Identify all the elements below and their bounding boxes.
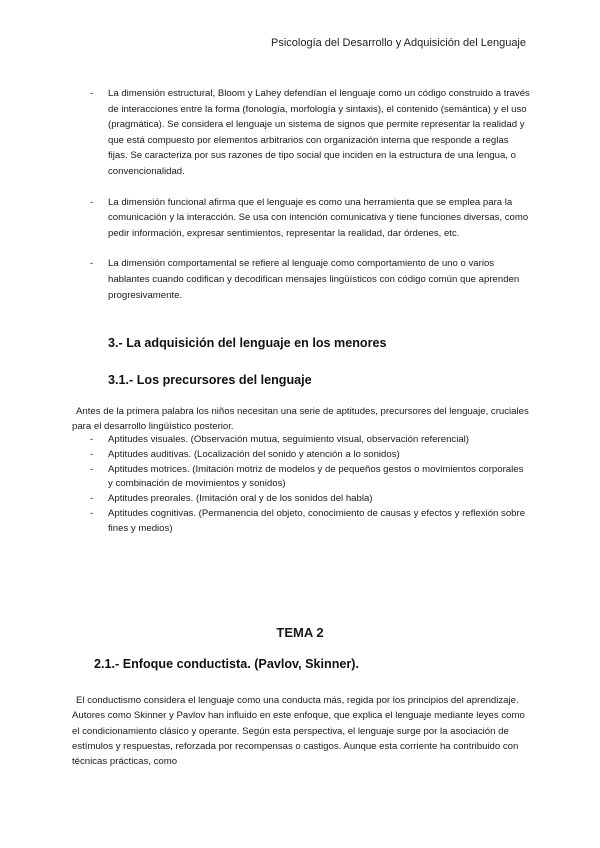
list-item	[90, 86, 530, 180]
aptitude-auditory: Aptitudes auditivas. (Localización del sonido y atención a lo sonidos)	[108, 448, 400, 460]
aptitude-cognitive: Aptitudes cognitivas. (Permanencia del objeto, conocimiento de causas y efectos y reflexión sobre fines y medios)	[108, 507, 526, 534]
dash-bullet: -	[90, 463, 94, 475]
list-item	[90, 507, 530, 537]
dash-bullet: -	[90, 88, 94, 99]
list-item	[90, 463, 530, 493]
dimensions-list	[90, 86, 530, 303]
dash-bullet: -	[90, 258, 94, 270]
list-item	[90, 256, 530, 303]
precursors-intro: Antes de la primera palabra los niños necesitan una serie de aptitudes, precursores del lenguaje, cruciales para el desarrollo lingüístico posterior.	[72, 406, 529, 433]
dash-bullet: -	[90, 434, 94, 445]
dash-bullet: -	[90, 493, 94, 505]
dimension-behavioral-text: La dimensión comportamental se refiere al lenguaje como comportamiento de uno o varios hablantes cuando codifican y decodifican mensajes lingüísticos con código común que aprenden progresivamente.	[108, 258, 520, 301]
section-2-1-heading: 2.1.- Enfoque conductista. (Pavlov, Skinner).	[94, 657, 359, 671]
aptitude-motor: Aptitudes motrices. (Imitación motriz de modelos y de pequeños gestos o movimientos corporales y combinación de movimientos y sonidos)	[108, 463, 524, 490]
aptitude-preoral: Aptitudes preorales. (Imitación oral y de los sonidos del habla)	[108, 493, 373, 505]
dash-bullet: -	[90, 448, 94, 460]
dimension-structural-text: La dimensión estructural, Bloom y Lahey defendían el lenguaje como un código construido a través de interacciones entre la forma (fonología, morfología y sintaxis), el contenido (semántica) y el uso (pragmática). Se considera el lenguaje un sistema de signos que permite representar la realidad y que está compuesto por elementos arbitrarios con organización interna que responde a reglas fijas. Se caracteriza por sus razones de tipo social que inciden en la estructura de una lengua, o convencionalidad.	[108, 88, 530, 177]
list-item	[90, 195, 530, 242]
tema-heading: TEMA 2	[276, 625, 324, 640]
dimension-functional-text: La dimensión funcional afirma que el lenguaje es como una herramienta que se emplea para la comunicación y la interacción. Se usa con intención comunicativa y tiene funciones diversas, como pedir información, expresar sentimientos, representar la realidad, dar órdenes, etc.	[108, 196, 529, 239]
list-item	[90, 448, 530, 463]
conductismo-paragraph: El conductismo considera el lenguaje como una conducta más, regida por los principios del aprendizaje. Autores como Skinner y Pavlov han influido en este enfoque, que explica el lenguaje mediante leyes como el condicionamiento clásico y operante. Según esta perspectiva, el lenguaje surge por la asociación de estímulos y respuestas, reforzada por recompensas o castigos. Aunque esta corriente ha contribuido con técnicas prácticas, como	[72, 695, 525, 768]
dash-bullet: -	[90, 507, 94, 519]
section-3-1-heading: 3.1.- Los precursores del lenguaje	[108, 373, 312, 387]
list-item	[90, 433, 530, 448]
dash-bullet: -	[90, 196, 94, 208]
section-3-heading: 3.- La adquisición del lenguaje en los menores	[108, 336, 387, 350]
aptitude-visual: Aptitudes visuales. (Observación mutua, seguimiento visual, observación referencial)	[108, 434, 470, 445]
running-header: Psicología del Desarrollo y Adquisición del Lenguaje	[271, 37, 526, 49]
list-item	[90, 492, 530, 507]
aptitudes-list	[90, 433, 530, 537]
